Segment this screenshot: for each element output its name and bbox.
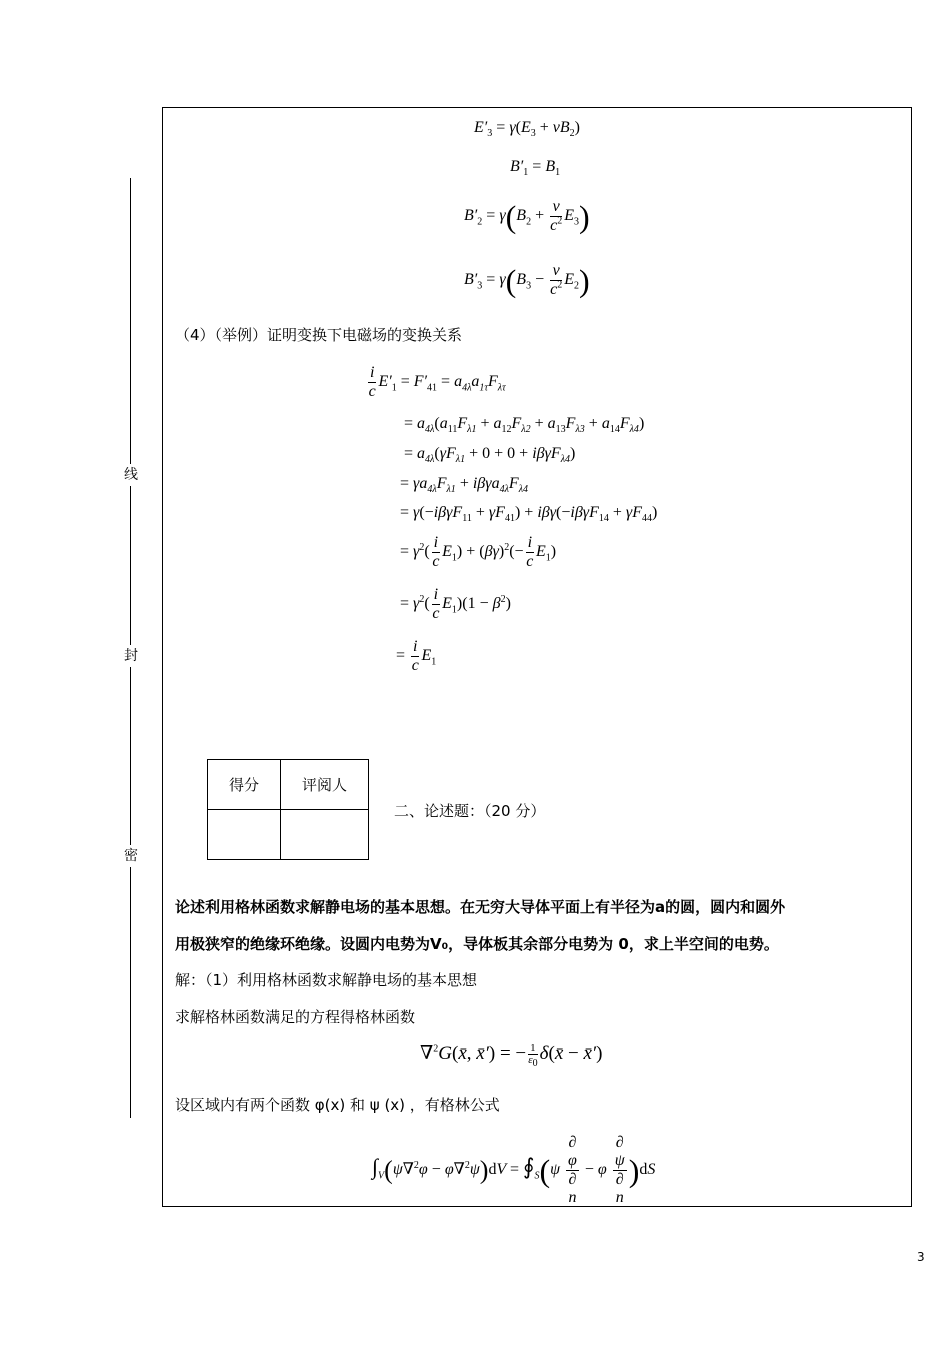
derivation-line-5: = $\gamma(-i\beta\gamma F_{11} + \gamma F_{41}) + i\beta\gamma(-i\beta\gamma F_{14} + \gamma F_{44})$	[400, 504, 658, 525]
green-function-equation: ∇$^2$G(x̄, x̄′) = − $\frac{1}{\varepsilon_0}$ δ(x̄ − x̄′)	[420, 1042, 603, 1070]
derivation-line-8: = $\frac{i}{c}$ $E_1$	[396, 638, 437, 674]
derivation-line-1: $\frac{i}{c}$ $E'_1 = F'_{41} = a_{4\lambda}a_{1\tau}F_{\lambda\tau}$	[368, 364, 506, 400]
margin-char-mi: 密	[117, 845, 145, 867]
solution-line-3: 设区域内有两个函数 φ(x) 和 ψ (x) ，有格林公式	[175, 1096, 500, 1114]
solution-line-2: 求解格林函数满足的方程得格林函数	[175, 1008, 416, 1026]
margin-char-feng: 封	[117, 645, 145, 667]
score-cell[interactable]	[208, 810, 281, 860]
derivation-line-4: = $\gamma a_{4\lambda}F_{\lambda 1} + i\beta\gamma a_{4\lambda}F_{\lambda 4}$	[400, 475, 529, 496]
page-number: 3	[917, 1250, 925, 1264]
score-label: 得分	[208, 760, 281, 810]
derivation-line-7: = $\gamma^2$( $\frac{i}{c}$ $E_1)(1 - \beta^2)$	[400, 586, 511, 622]
eq-b3-prime: $B'_3 = \gamma(B_3$ − $\frac{v}{c^2}$ $E_2$)	[464, 262, 590, 299]
derivation-line-2: = $a_{4\lambda}(a_{11}F_{\lambda 1} + a_{12}F_{\lambda 2} + a_{13}F_{\lambda 3} + a_{14}F_{\lambda 4})$	[404, 415, 645, 436]
eq-b2-prime: $B'_2 = \gamma(B_2$ + $\frac{v}{c^2}$ $E_3$)	[464, 198, 590, 235]
question-line-2: 用极狭窄的绝缘环绝缘。设圆内电势为V₀，导体板其余部分电势为 0，求上半空间的电势。	[175, 935, 779, 953]
derivation-line-6: = $\gamma^2$( $\frac{i}{c}$ $E_1) + (\beta\gamma)^2(-$ $\frac{i}{c}$ $E_1$)	[400, 534, 557, 570]
margin-char-xian: 线	[117, 464, 145, 486]
section-4-title: （4）（举例）证明变换下电磁场的变换关系	[175, 326, 463, 344]
part-2-heading: 二、论述题：（20 分）	[394, 802, 546, 820]
reviewer-label: 评阅人	[281, 760, 369, 810]
score-table	[207, 759, 369, 860]
solution-line-1: 解：（1）利用格林函数求解静电场的基本思想	[175, 971, 478, 989]
green-formula: $\int_V(\psi\nabla^2\varphi - \varphi\nabla^2\psi)dV$ = $∮_S(\psi$ ∂ φ ∂ n − φ ∂ ψ ∂ n )dS	[372, 1134, 656, 1206]
question-line-1: 论述利用格林函数求解静电场的基本思想。在无穷大导体平面上有半径为a的圆，圆内和圆外	[175, 898, 786, 916]
reviewer-cell[interactable]	[281, 810, 369, 860]
derivation-line-3: = $a_{4\lambda}(\gamma F_{\lambda 1} + 0 + 0 + i\beta\gamma F_{\lambda 4})$	[404, 445, 576, 466]
eq-e3-prime: $E'_3 = \gamma(E_3 + vB_2)$	[474, 119, 580, 140]
eq-b1-prime: $B'_1 = B_1$	[510, 158, 561, 179]
